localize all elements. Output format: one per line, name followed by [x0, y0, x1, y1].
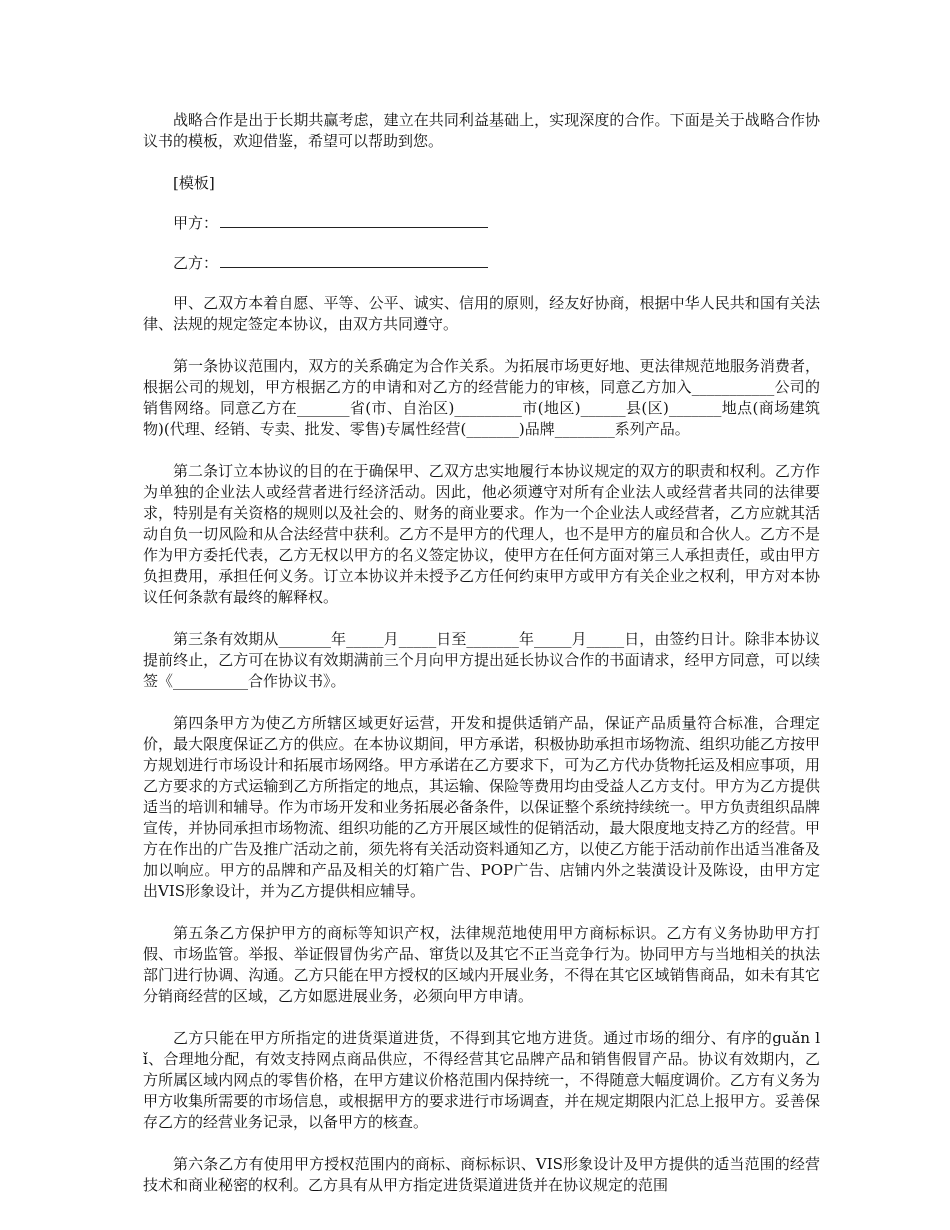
article-4-paragraph: 第四条甲方为使乙方所辖区域更好运营，开发和提供适销产品，保证产品质量符合标准，合理定价，最大限度保证乙方的供应。在本协议期间，甲方承诺，积极协助承担市场物流、组织功能乙方按甲方规划进行市场设计和拓展市场网络。甲方承诺在乙方要求下，可为乙方代办货物托运及相应事项，用乙方要求的方式运输到乙方所指定的地点，其运输、保险等费用均由受益人乙方支付。甲方为乙方提供适当的培训和辅导。作为市场开发和业务拓展必备条件，以保证整个系统持续统一。甲方负责组织品牌宣传，并协同承担市场物流、组织功能的乙方开展区域性的促销活动，最大限度地支持乙方的经营。甲方在作出的广告及推广活动之前，须先将有关活动资料通知乙方，以使乙方能于活动前作出适当准备及加以响应。甲方的品牌和产品及相关的灯箱广告、POP广告、店铺内外之装潢设计及陈设，由甲方定出VIS形象设计，并为乙方提供相应辅导。 [143, 714, 820, 900]
article-2-paragraph: 第二条订立本协议的目的在于确保甲、乙双方忠实地履行本协议规定的双方的职责和权利。乙方作为单独的企业法人或经营者进行经济活动。因此，他必须遵守对所有企业法人或经营者共同的法律要求，特别是有关资格的规则以及社会的、财务的商业要求。作为一个企业法人或经营者，乙方应就其活动自负一切风险和从合法经营中获利。乙方不是甲方的代理人，也不是甲方的雇员和合伙人。乙方不是作为甲方委托代表，乙方无权以甲方的名义签定协议，使甲方在任何方面对第三人承担责任，或由甲方负担费用，承担任何义务。订立本协议并未授予乙方任何约束甲方或甲方有关企业之权利，甲方对本协议任何条款有最终的解释权。 [143, 462, 820, 606]
party-a-label: 甲方： [173, 214, 219, 232]
party-b-blank-line [220, 254, 488, 268]
party-b-row [143, 253, 820, 274]
article-1-paragraph: 第一条协议范围内，双方的关系确定为合作关系。为拓展市场更好地、更法律规范地服务消费者，根据公司的规划，甲方根据乙方的申请和对乙方的经营能力的审核，同意乙方加入___________公司的销售网络。同意乙方在_______省(市、自治区)_________市(地区)______县(区)_______地点(商场建筑物)(代理、经销、专卖、批发、零售)专属性经营(_______)品牌________系列产品。 [143, 357, 820, 438]
intro-paragraph: 战略合作是出于长期共赢考虑，建立在共同利益基础上，实现深度的合作。下面是关于战略合作协议书的模板，欢迎借鉴，希望可以帮助到您。 [143, 111, 820, 150]
party-a-blank-line [220, 214, 488, 228]
article-5-paragraph: 第五条乙方保护甲方的商标等知识产权，法律规范地使用甲方商标标识。乙方有义务协助甲方打假、市场监管。举报、举证假冒伪劣产品、窜货以及其它不正当竞争行为。协同甲方与当地相关的执法部门进行协调、沟通。乙方只能在甲方授权的区域内开展业务，不得在其它区域销售商品，如未有其它分销商经营的区域，乙方如愿进展业务，必须向甲方申请。 [143, 924, 820, 1005]
preamble-paragraph: 甲、乙双方本着自愿、平等、公平、诚实、信用的原则，经友好协商，根据中华人民共和国有关法律、法规的规定签定本协议，由双方共同遵守。 [143, 294, 820, 333]
party-b-label: 乙方： [173, 254, 219, 272]
template-label: [模板] [173, 174, 215, 192]
article-6-paragraph: 第六条乙方有使用甲方授权范围内的商标、商标标识、VIS形象设计及甲方提供的适当范围的经营技术和商业秘密的权利。乙方具有从甲方指定进货渠道进货并在协议规定的范围 [143, 1155, 820, 1194]
article-3-paragraph: 第三条有效期从_______年_____月_____日至_______年_____月_____日，由签约日计。除非本协议提前终止，乙方可在协议有效期满前三个月向甲方提出延长协议合作的书面请求，经甲方同意，可以续签《__________合作协议书》。 [143, 630, 820, 690]
article-5-continued-paragraph: 乙方只能在甲方所指定的进货渠道进货，不得到其它地方进货。通过市场的细分、有序的guǎn lǐ、合理地分配，有效支持网点商品供应，不得经营其它品牌产品和销售假冒产品。协议有效期内，乙方所属区域内网点的零售价格，在甲方建议价格范围内保持统一，不得随意大幅度调价。乙方有义务为甲方收集所需要的市场信息，或根据甲方的要求进行市场调查，并在规定期限内汇总上报甲方。妥善保存乙方的经营业务记录，以备甲方的核查。 [143, 1029, 820, 1131]
party-a-row [143, 213, 820, 234]
